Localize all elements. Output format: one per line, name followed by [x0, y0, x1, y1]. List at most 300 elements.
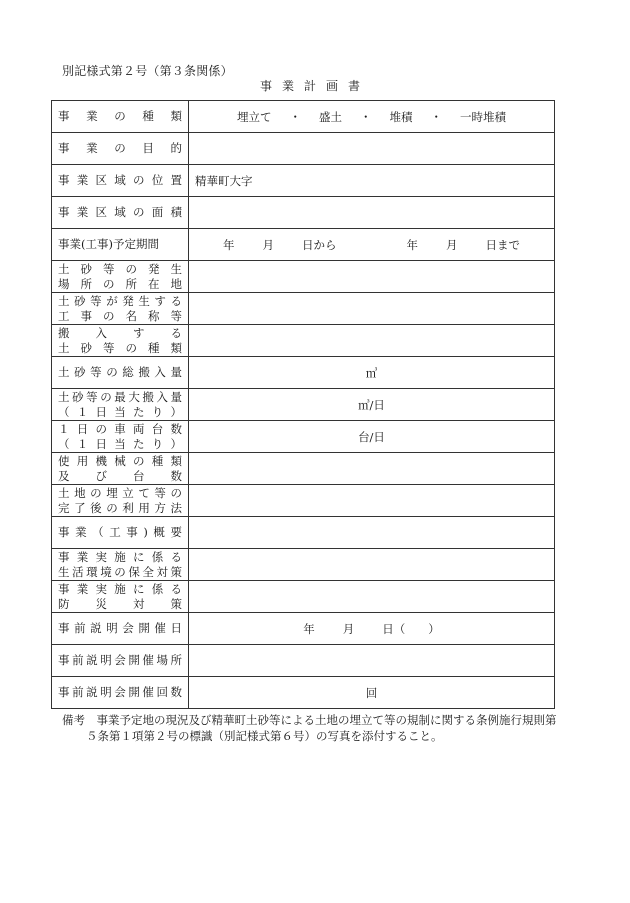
label-char: １	[76, 404, 89, 419]
label-char: 発	[122, 293, 134, 308]
row-value[interactable]	[189, 229, 555, 261]
form-row	[52, 389, 555, 421]
label-char: 策	[170, 564, 182, 579]
label-char: 生	[170, 261, 182, 276]
row-value[interactable]	[189, 645, 555, 677]
label-char: 等	[90, 365, 102, 379]
row-label-line	[58, 653, 182, 668]
label-char: 事	[58, 109, 70, 123]
label-char: 業	[76, 549, 89, 564]
label-char: 入	[95, 325, 107, 340]
label-char: 業	[76, 581, 89, 596]
label-char: 環	[86, 564, 98, 579]
option-separator: ・	[289, 109, 301, 124]
form-row	[52, 421, 555, 453]
label-char: 置	[170, 173, 182, 187]
row-value-text: 回	[365, 685, 378, 700]
row-value[interactable]	[189, 197, 555, 229]
row-value[interactable]	[189, 293, 555, 325]
row-label	[52, 581, 189, 613]
row-label-line	[58, 326, 182, 341]
row-label	[52, 613, 189, 645]
label-char: る	[170, 581, 182, 596]
label-char: 事	[80, 308, 92, 323]
label-char: 数	[170, 468, 182, 483]
form-row	[52, 325, 555, 357]
label-char: 策	[170, 596, 182, 611]
row-label	[52, 197, 189, 229]
label-char: 係	[151, 549, 164, 564]
label-char: て	[138, 485, 150, 500]
remarks-line-2: ５条第１項第２号の標識（別記様式第６号）の写真を添付すること。	[86, 729, 443, 743]
label-char: 事	[58, 653, 70, 667]
label-char: 数	[170, 421, 182, 436]
label-char: 活	[72, 564, 84, 579]
label-char: 工	[109, 525, 121, 539]
label-char: （	[92, 525, 104, 539]
label-char: 目	[142, 141, 154, 155]
label-char: が	[106, 293, 118, 308]
label-char: 回	[156, 685, 168, 699]
row-value[interactable]	[189, 421, 555, 453]
row-value[interactable]	[189, 517, 555, 549]
label-char: ）	[170, 436, 182, 451]
row-label	[52, 645, 189, 677]
label-char: 明	[100, 685, 112, 699]
form-row	[52, 485, 555, 517]
label-char: 催	[142, 653, 154, 667]
option-separator: ・	[360, 109, 372, 124]
label-char: 前	[74, 621, 86, 635]
label-char: 砂	[80, 261, 92, 276]
label-char: 入	[156, 389, 168, 404]
label-char: の	[133, 173, 145, 187]
label-char: 搬	[138, 365, 150, 379]
row-value[interactable]	[189, 165, 555, 197]
label-char: の	[125, 340, 137, 355]
label-char: 後	[90, 500, 102, 515]
row-value[interactable]	[189, 325, 555, 357]
form-row	[52, 517, 555, 549]
form-row	[52, 101, 555, 133]
row-label-line	[58, 525, 182, 540]
label-char: る	[170, 325, 182, 340]
label-char: 総	[122, 365, 134, 379]
row-label-line	[58, 109, 182, 124]
label-char: る	[170, 549, 182, 564]
label-char: 位	[151, 173, 164, 187]
label-char: 用	[138, 500, 150, 515]
label-char: 対	[156, 564, 168, 579]
row-label-line	[58, 173, 182, 188]
remarks-note	[62, 712, 572, 744]
row-value[interactable]	[189, 453, 555, 485]
label-char: び	[95, 468, 107, 483]
form-row	[52, 453, 555, 485]
row-label-line	[58, 486, 182, 501]
label-char: 利	[122, 500, 134, 515]
label-char: 立	[122, 485, 134, 500]
row-value[interactable]	[189, 389, 555, 421]
label-char: に	[133, 581, 145, 596]
label-char: 開	[128, 685, 140, 699]
label-char: 会	[114, 685, 126, 699]
label-char: の	[95, 421, 107, 436]
label-char: 機	[95, 453, 107, 468]
row-label	[52, 389, 189, 421]
row-value[interactable]	[189, 485, 555, 517]
label-char: 方	[154, 500, 166, 515]
label-char: １	[58, 421, 70, 436]
label-char: 当	[114, 436, 126, 451]
label-char: 催	[154, 621, 166, 635]
label-char: 生	[58, 564, 70, 579]
label-char: り	[151, 404, 164, 419]
row-label-line	[58, 277, 182, 292]
label-char: る	[170, 293, 182, 308]
row-value[interactable]	[189, 101, 555, 133]
form-row	[52, 293, 555, 325]
label-char: の	[133, 205, 145, 219]
period-unit: 年	[223, 237, 235, 252]
row-label	[52, 517, 189, 549]
row-label	[52, 229, 189, 261]
label-char: の	[106, 500, 118, 515]
label-char: 埋	[106, 485, 118, 500]
label-char: 大	[128, 389, 140, 404]
label-char: 説	[86, 685, 98, 699]
label-char: 等	[90, 293, 102, 308]
label-char: 事	[58, 205, 70, 219]
row-label-line	[58, 469, 182, 484]
row-label	[52, 677, 189, 709]
label-char: 災	[95, 596, 107, 611]
row-label-line	[58, 237, 182, 252]
form-row	[52, 549, 555, 581]
label-char: 砂	[74, 365, 86, 379]
period-unit: 日まで	[485, 237, 520, 252]
label-char: た	[133, 404, 145, 419]
label-char: 業	[75, 525, 87, 539]
label-char: （	[58, 436, 70, 451]
label-char: 域	[114, 205, 126, 219]
label-char: 会	[114, 653, 126, 667]
row-value[interactable]	[189, 133, 555, 165]
label-char: 的	[170, 141, 182, 155]
form-row	[52, 197, 555, 229]
label-char: 業	[76, 205, 89, 219]
label-char: 事	[58, 581, 70, 596]
label-char: 事業(工事)予定期間	[58, 237, 159, 251]
label-char: 搬	[142, 389, 154, 404]
label-char: 施	[114, 581, 126, 596]
label-char: の	[100, 389, 112, 404]
row-label-line	[58, 294, 182, 309]
business-type-options	[195, 109, 548, 125]
label-char: 説	[90, 621, 102, 635]
label-char: 砂	[72, 389, 84, 404]
label-char: 前	[72, 685, 84, 699]
label-char: の	[106, 365, 118, 379]
label-char: に	[133, 549, 145, 564]
label-char: 等	[86, 389, 98, 404]
business-type-option[interactable]: 堆積	[389, 109, 413, 124]
row-label	[52, 485, 189, 517]
row-value[interactable]	[189, 261, 555, 293]
form-row	[52, 357, 555, 389]
date-unit: 日（ ）	[382, 621, 440, 636]
label-char: 開	[138, 621, 150, 635]
label-char: ）	[170, 404, 182, 419]
row-label-line	[58, 365, 182, 380]
label-char: 場	[58, 276, 70, 291]
label-char: 概	[153, 525, 165, 539]
document-title: 事業計画書	[260, 79, 371, 93]
option-separator: ・	[430, 109, 442, 124]
label-char: 類	[170, 109, 182, 123]
label-char: 等	[170, 308, 182, 323]
label-char: 区	[95, 205, 107, 219]
period-unit: 年	[406, 237, 418, 252]
label-char: 前	[72, 653, 84, 667]
label-char: 当	[114, 404, 126, 419]
label-char: 境	[100, 564, 112, 579]
label-char: 台	[133, 468, 145, 483]
label-char: 説	[86, 653, 98, 667]
row-value-text: 精華町大字	[195, 173, 253, 188]
label-char: 土	[58, 485, 70, 500]
label-char: 名	[125, 308, 137, 323]
label-char: 用	[76, 453, 89, 468]
form-row	[52, 165, 555, 197]
label-char: 業	[86, 109, 98, 123]
label-char: 対	[133, 596, 145, 611]
label-char: の	[170, 485, 182, 500]
row-label-line	[58, 454, 182, 469]
label-char: 土	[58, 261, 70, 276]
row-label-line	[58, 437, 182, 452]
label-char: の	[90, 485, 102, 500]
label-char: 事	[126, 525, 138, 539]
row-label	[52, 165, 189, 197]
label-char: 開	[128, 653, 140, 667]
label-char: 事	[58, 525, 70, 539]
label-char: 類	[170, 340, 182, 355]
row-value-text: ㎥/日	[358, 397, 385, 412]
form-reference: 別記様式第２号（第３条関係）	[62, 64, 233, 78]
form-row	[52, 645, 555, 677]
label-char: 工	[58, 308, 70, 323]
label-char: 業	[76, 173, 89, 187]
row-label-line	[58, 501, 182, 516]
label-char: 土	[58, 389, 70, 404]
label-char: 事	[58, 549, 70, 564]
label-char: の	[114, 141, 126, 155]
row-label-line	[58, 597, 182, 612]
label-char: 事	[58, 685, 70, 699]
label-char: )	[143, 525, 148, 539]
row-value[interactable]	[189, 677, 555, 709]
period-range	[195, 237, 548, 253]
label-char: 会	[122, 621, 134, 635]
label-char: 称	[148, 308, 160, 323]
label-char: 発	[148, 261, 160, 276]
row-label	[52, 453, 189, 485]
label-char: 区	[95, 173, 107, 187]
label-char: 業	[86, 141, 98, 155]
business-type-option[interactable]: 盛土	[319, 109, 342, 124]
label-char: の	[125, 261, 137, 276]
label-char: 土	[58, 293, 70, 308]
row-value-text: ㎥	[365, 365, 378, 380]
row-value[interactable]	[189, 357, 555, 389]
label-char: 場	[156, 653, 168, 667]
form-row	[52, 261, 555, 293]
label-char: 地	[170, 276, 182, 291]
label-char: 量	[170, 389, 182, 404]
label-char: 所	[80, 276, 92, 291]
label-char: 事	[58, 173, 70, 187]
label-char: 明	[106, 621, 118, 635]
label-char: 法	[170, 500, 182, 515]
label-char: の	[103, 276, 115, 291]
label-char: 械	[114, 453, 126, 468]
row-label	[52, 101, 189, 133]
label-char: 了	[74, 500, 86, 515]
form-row	[52, 581, 555, 613]
row-value-text: 台/日	[358, 429, 385, 444]
label-char: 数	[170, 685, 182, 699]
row-label-line	[58, 141, 182, 156]
label-char: す	[154, 293, 166, 308]
label-char: 在	[148, 276, 160, 291]
label-char: 土	[58, 340, 70, 355]
label-char: の	[103, 308, 115, 323]
label-char: 最	[114, 389, 126, 404]
row-label-line	[58, 550, 182, 565]
label-char: 両	[133, 421, 145, 436]
label-char: す	[133, 325, 145, 340]
row-label-line	[58, 309, 182, 324]
row-label-line	[58, 685, 182, 700]
meeting-date	[195, 621, 548, 637]
label-char: 砂	[74, 293, 86, 308]
label-char: 日	[76, 421, 89, 436]
period-unit: 月	[446, 237, 458, 252]
label-char: （	[58, 404, 70, 419]
label-char: 使	[58, 453, 70, 468]
row-value[interactable]	[189, 581, 555, 613]
label-char: の	[114, 564, 126, 579]
label-char: 等	[103, 261, 115, 276]
label-char: 等	[154, 485, 166, 500]
row-label-line	[58, 422, 182, 437]
row-label-line	[58, 582, 182, 597]
label-char: １	[76, 436, 89, 451]
label-char: 催	[142, 685, 154, 699]
label-char: た	[133, 436, 145, 451]
label-char: 量	[170, 365, 182, 379]
label-char: 明	[100, 653, 112, 667]
row-label	[52, 421, 189, 453]
form-row	[52, 613, 555, 645]
label-char: 事	[58, 141, 70, 155]
label-char: 域	[114, 173, 126, 187]
label-char: 類	[170, 453, 182, 468]
label-char: 及	[58, 468, 70, 483]
label-char: 日	[95, 436, 107, 451]
label-char: の	[133, 453, 145, 468]
date-unit: 年	[303, 621, 315, 636]
label-char: 実	[95, 581, 107, 596]
row-label-line	[58, 621, 182, 636]
label-char: 種	[151, 453, 164, 468]
label-char: 完	[58, 500, 70, 515]
label-char: 日	[170, 621, 182, 635]
label-char: 入	[154, 365, 166, 379]
row-value[interactable]	[189, 549, 555, 581]
row-label-line	[58, 565, 182, 580]
label-char: 全	[142, 564, 154, 579]
label-char: 面	[151, 205, 164, 219]
row-label-line	[58, 390, 182, 405]
label-char: 所	[125, 276, 137, 291]
label-char: 事	[58, 621, 70, 635]
row-value[interactable]	[189, 613, 555, 645]
label-char: 積	[170, 205, 182, 219]
label-char: 要	[170, 525, 182, 539]
business-plan-table	[51, 100, 555, 709]
label-char: 所	[170, 653, 182, 667]
label-char: 施	[114, 549, 126, 564]
label-char: 等	[103, 340, 115, 355]
business-type-option[interactable]: 一時堆積	[460, 109, 506, 124]
row-label	[52, 325, 189, 357]
row-label-line	[58, 341, 182, 356]
label-char: り	[151, 436, 164, 451]
row-label-line	[58, 262, 182, 277]
row-label	[52, 293, 189, 325]
label-char: 生	[138, 293, 150, 308]
label-char: 防	[58, 596, 70, 611]
row-label	[52, 261, 189, 293]
form-row	[52, 229, 555, 261]
form-row	[52, 677, 555, 709]
label-char: の	[114, 109, 126, 123]
row-label	[52, 549, 189, 581]
remarks-line-1: 備考 事業予定地の現況及び精華町土砂等による土地の埋立て等の規制に関する条例施行規則第	[62, 713, 557, 727]
label-char: 日	[95, 404, 107, 419]
label-char: 係	[151, 581, 164, 596]
label-char: 搬	[58, 325, 70, 340]
row-label-line	[58, 205, 182, 220]
label-char: 種	[142, 109, 154, 123]
period-unit: 日から	[302, 237, 337, 252]
label-char: 車	[114, 421, 126, 436]
form-row	[52, 133, 555, 165]
label-char: 砂	[80, 340, 92, 355]
row-label	[52, 357, 189, 389]
label-char: 地	[74, 485, 86, 500]
period-unit: 月	[262, 237, 274, 252]
label-char: 土	[58, 365, 70, 379]
label-char: 実	[95, 549, 107, 564]
label-char: 保	[128, 564, 140, 579]
row-label-line	[58, 405, 182, 420]
date-unit: 月	[342, 621, 355, 636]
label-char: 台	[151, 421, 164, 436]
business-type-option[interactable]: 埋立て	[237, 109, 272, 124]
